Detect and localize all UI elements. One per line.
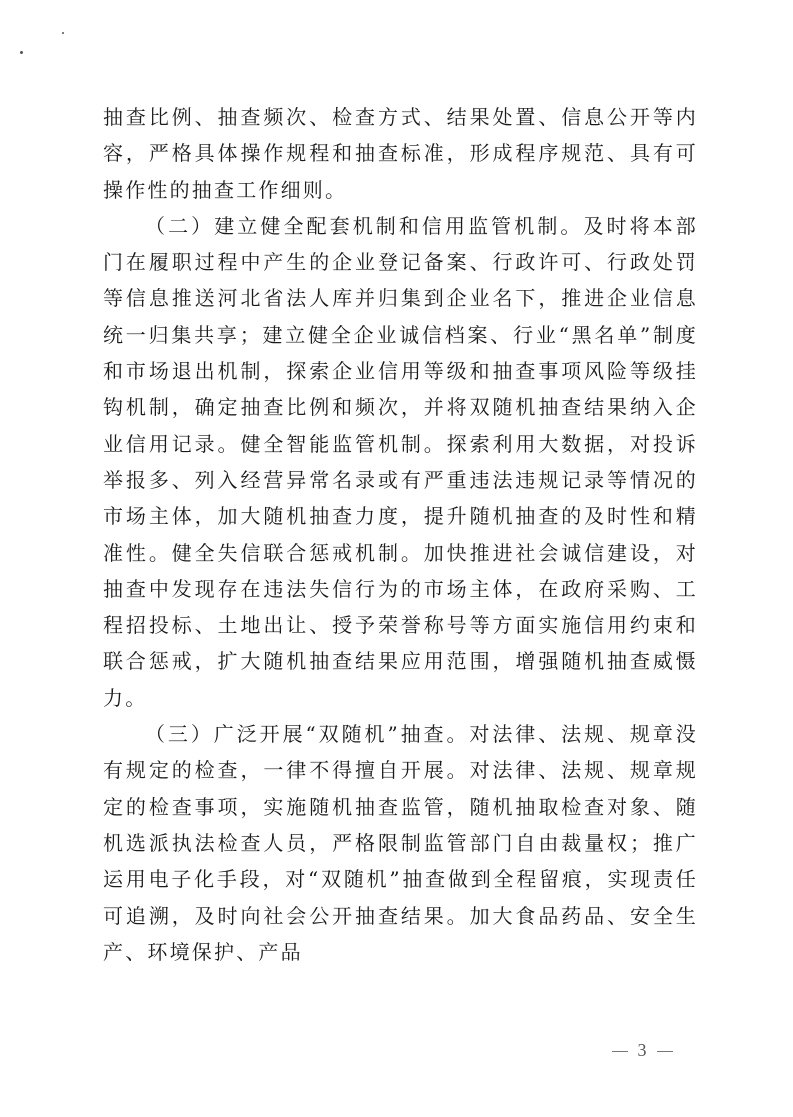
scan-speck <box>62 32 64 34</box>
scan-speck <box>20 51 23 54</box>
page-footer <box>600 1040 684 1061</box>
footer-dash-right <box>657 1051 673 1052</box>
footer-dash-left <box>612 1051 628 1052</box>
page-number: 3 <box>637 1040 647 1060</box>
document-body <box>103 99 698 970</box>
paragraph-section-3: （三）广泛开展“双随机”抽查。对法律、法规、规章没有规定的检查，一律不得擅自开展。对法律、法规、规章规定的检查事项，实施随机抽查监管，随机抽取检查对象、随机选派执法检查人员，严格限制监管部门自由裁量权；推广运用电子化手段，对“双随机”抽查做到全程留痕，实现责任可追溯，及时向社会公开抽查结果。加大食品药品、安全生产、环境保护、产品 <box>103 722 698 964</box>
paragraph-continued: 抽查比例、抽查频次、检查方式、结果处置、信息公开等内容，严格具体操作规程和抽查标准，形成程序规范、具有可操作性的抽查工作细则。 <box>103 105 698 202</box>
paragraph-section-2: （二）建立健全配套机制和信用监管机制。及时将本部门在履职过程中产生的企业登记备案、行政许可、行政处罚等信息推送河北省法人库并归集到企业名下，推进企业信息统一归集共享；建立健全企业诚信档案、行业“黑名单”制度和市场退出机制，探索企业信用等级和抽查事项风险等级挂钩机制，确定抽查比例和频次，并将双随机抽查结果纳入企业信用记录。健全智能监管机制。探索利用大数据，对投诉举报多、列入经营异常名录或有严重违法违规记录等情况的市场主体，加大随机抽查力度，提升随机抽查的及时性和精准性。健全失信联合惩戒机制。加快推进社会诚信建设，对抽查中发现存在违法失信行为的市场主体，在政府采购、工程招投标、土地出让、授予荣誉称号等方面实施信用约束和联合惩戒，扩大随机抽查结果应用范围，增强随机抽查威慑力。 <box>103 213 698 710</box>
